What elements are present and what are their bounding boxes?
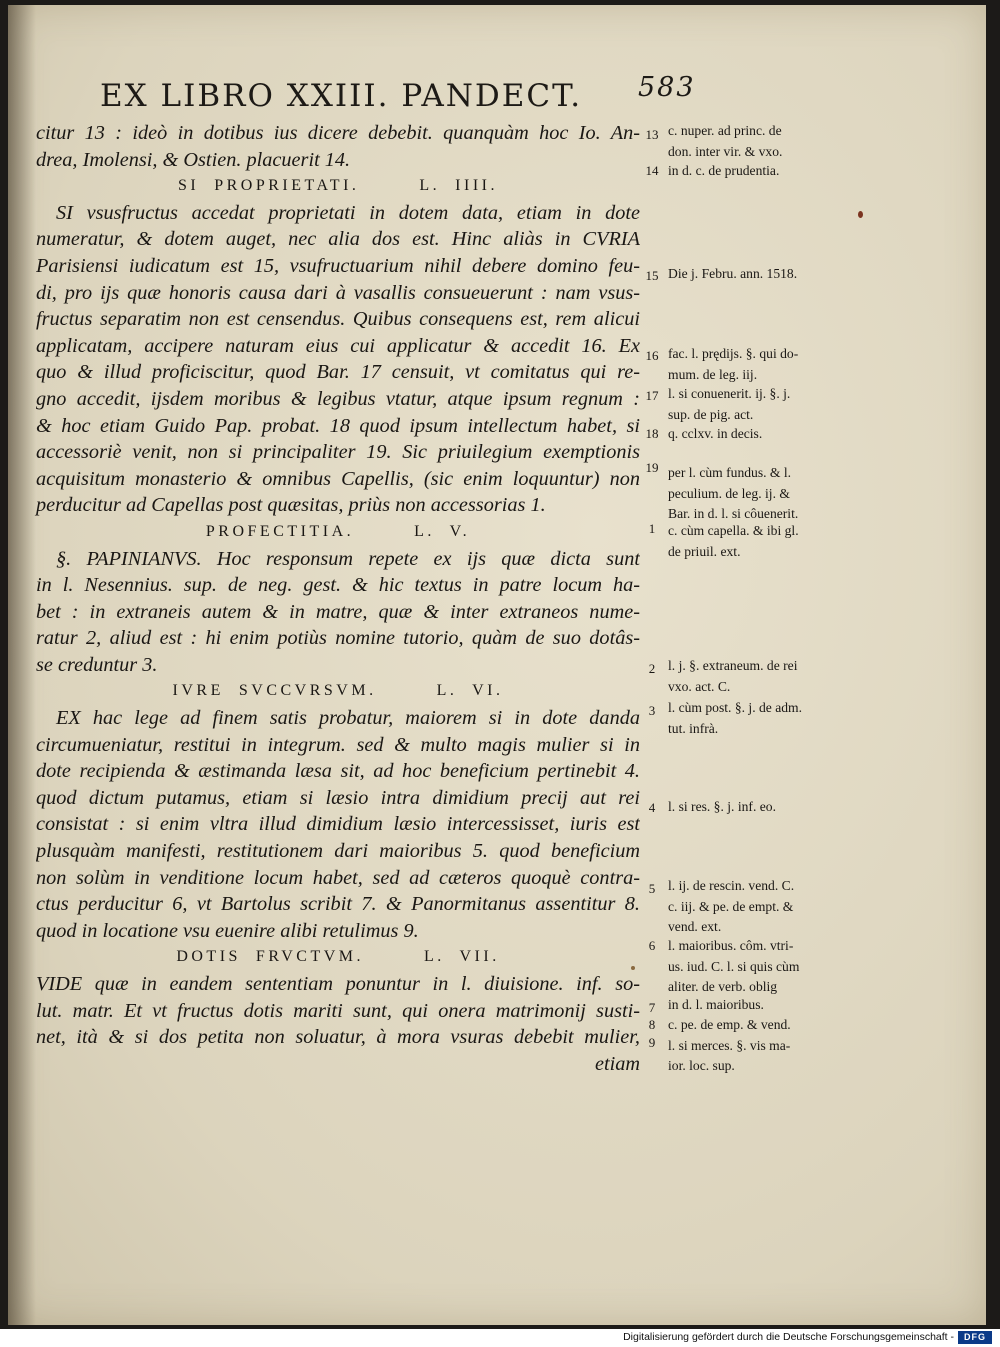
margin-note: [668, 876, 888, 938]
gutter-shadow: [8, 5, 36, 1325]
margin-note: [668, 1015, 888, 1077]
text-line: non solùm in venditione locum habet, sed ad cæteros quoquè contra-: [36, 866, 640, 889]
margin-note-line: aliter. de verb. oblig: [668, 979, 778, 994]
margin-note-line: Bar. in d. l. si côuenerit.: [668, 506, 799, 521]
margin-note-line: l. j. §. extraneum. de rei: [668, 658, 798, 673]
margin-note-line: c. iij. & pe. de empt. &: [668, 898, 794, 914]
margin-note-line: peculium. de leg. ij. &: [668, 485, 790, 501]
text-line: ctus perducitur 6, vt Bartolus scribit 7. & Panormitanus assentitur 8.: [36, 893, 640, 916]
margin-note: [668, 995, 888, 1016]
margin-note-line: c. pe. de emp. & vend.: [668, 1017, 791, 1032]
margin-note-line: tut. infrà.: [668, 720, 719, 736]
margin-note-line: per l. cùm fundus. & l.: [668, 465, 792, 480]
margin-note-line: q. cclxv. in decis.: [668, 426, 763, 441]
margin-note: [668, 797, 888, 818]
text-line: etiam: [594, 1052, 640, 1075]
margin-note-line: fac. l. prędijs. §. qui do-: [668, 346, 799, 361]
margin-note-line: sup. de pig. act.: [668, 406, 754, 422]
footnote-marker: 19: [645, 460, 659, 475]
footnote-marker: 15: [645, 268, 659, 283]
text-line: acquisitum monasterio & omnibus Capellis, (sic enim loquuntur) non: [36, 467, 640, 490]
text-line: net, ità & si dos petita non soluatur, à mora vsuras debebit mulier,: [36, 1026, 640, 1049]
margin-note-line: in d. l. maioribus.: [668, 997, 764, 1012]
footnote-marker: 18: [645, 426, 659, 441]
footnote-marker: 3: [648, 703, 656, 718]
margin-note-line: vend. ext.: [668, 919, 722, 934]
text-line: dote recipienda & æstimanda læsa sit, ad hoc beneficium pertinebit 4.: [36, 760, 640, 783]
text-line: se creduntur 3.: [36, 653, 158, 676]
margin-note: [668, 161, 888, 182]
dfg-logo: DFG: [958, 1331, 992, 1344]
margin-note: [668, 344, 888, 385]
footnote-marker: 9: [648, 1035, 656, 1050]
running-title: EX LIBRO XXIII. PANDECT.: [100, 78, 583, 114]
margin-note: [668, 521, 888, 562]
margin-note-line: l. si conuenerit. ij. §. j.: [668, 386, 791, 401]
margin-note-line: l. maioribus. côm. vtri-: [668, 938, 794, 953]
margin-note-line: c. cùm capella. & ibi gl.: [668, 523, 799, 538]
margin-note-line: l. si res. §. j. inf. eo.: [668, 799, 776, 814]
footnote-marker: 14: [645, 163, 659, 178]
footnote-marker: 16: [645, 348, 659, 363]
text-line: Parisiensi iudicatum est 15, vsufructuarium nihil debere domino feu-: [36, 254, 640, 277]
text-line: numeratur, & dotem auget, nec alia dos est. Hinc aliàs in CVRIA: [36, 228, 640, 251]
margin-note: [668, 698, 888, 739]
text-line: EX hac lege ad finem satis probatur, maiorem si in dote danda: [56, 707, 640, 730]
text-line: gno accedit, ijsdem moribus & legibus vtatur, atque ipsum regnum :: [36, 387, 640, 410]
margin-note-line: de priuil. ext.: [668, 543, 741, 559]
section-heading: IVRE SVCCVRSVM. L. VI.: [172, 682, 504, 700]
text-line: & hoc etiam Guido Pap. probat. 18 quod ipsum intellectum habet, si: [36, 414, 640, 437]
funding-credit: Digitalisierung gefördert durch die Deutsche Forschungsgemeinschaft -: [623, 1331, 954, 1343]
text-line: quo & illud proficiscitur, quod Bar. 17 censuit, vt comitatus qui re-: [36, 361, 640, 384]
ink-speck: [858, 211, 863, 218]
text-line: plusquàm manifesti, restitutionem dari maioribus 5. quod beneficium: [36, 840, 640, 863]
margin-note-line: us. iud. C. l. si quis cùm: [668, 958, 800, 974]
margin-note-line: l. ij. de rescin. vend. C.: [668, 878, 795, 893]
footnote-marker: 1: [648, 521, 656, 536]
footnote-marker: 5: [648, 881, 656, 896]
section-heading: PROFECTITIA. L. V.: [205, 522, 471, 540]
text-line: di, pro ijs quæ honoris causa dari à vasallis consueuerunt : nam vsus-: [36, 281, 640, 304]
margin-note: [668, 463, 888, 525]
footnote-marker: 4: [648, 800, 656, 815]
text-line: perducitur ad Capellas post quæsitas, priùs non accessorias 1.: [36, 494, 546, 517]
section-heading: DOTIS FRVCTVM. L. VII.: [176, 948, 500, 966]
text-line: quod dictum putamus, etiam si læsio intra dimidium precij aut rei: [36, 786, 640, 809]
margin-note-line: don. inter vir. & vxo.: [668, 143, 783, 159]
text-line: VIDE quæ in eandem sententiam ponuntur in l. diuisione. inf. so-: [36, 973, 640, 995]
text-line: fructus separatim non est censendus. Quibus consequens est, rem alicui: [36, 308, 640, 331]
text-line: circumueniatur, restitui in integrum. sed & multo magis mulier si in: [36, 733, 640, 756]
margin-note: [668, 264, 888, 285]
section-heading: SI PROPRIETATI. L. IIII.: [178, 177, 498, 195]
footnote-marker: 17: [645, 388, 659, 403]
text-line: §. PAPINIANVS. Hoc responsum repete ex ijs quæ dicta sunt: [56, 547, 640, 570]
footnote-marker: 13: [645, 127, 659, 142]
text-line: consistat : si enim vltra illud dimidium læsio intercessisset, iuris est: [36, 813, 640, 836]
margin-note-line: ior. loc. sup.: [668, 1058, 735, 1073]
text-line: drea, Imolensi, & Ostien. placuerit 14.: [36, 148, 351, 171]
margin-note-line: mum. de leg. iij.: [668, 366, 758, 382]
margin-note-line: l. cùm post. §. j. de adm.: [668, 700, 803, 715]
footnote-marker: 8: [648, 1017, 656, 1032]
text-line: SI vsusfructus accedat proprietati in dotem data, etiam in dote: [56, 201, 640, 224]
margin-note-line: c. nuper. ad princ. de: [668, 123, 782, 138]
main-text-column: [36, 120, 640, 1077]
page-number: 583: [638, 72, 696, 103]
text-line: bet : in extraneis autem & in matre, quæ & inter extraneos nume-: [36, 600, 640, 623]
margin-note: [668, 384, 888, 425]
text-line: ratur 2, aliud est : hi enim potiùs nomine tutorio, quàm de suo dotâs-: [36, 627, 640, 650]
footnote-marker: 7: [648, 1000, 656, 1015]
text-line: quod in locatione vsu euenire alibi retulimus 9.: [36, 919, 419, 942]
text-line: lut. matr. Et vt fructus dotis mariti sunt, qui onera matrimonij susti-: [36, 999, 640, 1022]
footnote-marker: 2: [648, 661, 656, 676]
text-line: in l. Nesennius. sup. de neg. gest. & hic textus in patre locum ha-: [36, 574, 640, 597]
margin-note-line: Die j. Febru. ann. 1518.: [668, 266, 798, 281]
margin-note: [668, 121, 888, 162]
margin-note: [668, 424, 888, 445]
text-line: citur 13 : ideò in dotibus ius dicere debebit. quanquàm hoc Io. An-: [36, 122, 640, 144]
margin-note: [668, 936, 888, 998]
margin-note-line: l. si merces. §. vis ma-: [668, 1037, 791, 1053]
margin-note-line: vxo. act. C.: [668, 678, 731, 694]
margin-note: [668, 656, 888, 697]
margin-note-line: in d. c. de prudentia.: [668, 163, 780, 178]
text-line: applicatam, accipere naturam eius cui applicatur & accedit 16. Ex: [36, 334, 640, 357]
text-line: accessoriè venit, non si principaliter 19. Sic priuilegium exemptionis: [36, 441, 640, 464]
footnote-marker: 6: [648, 938, 656, 953]
